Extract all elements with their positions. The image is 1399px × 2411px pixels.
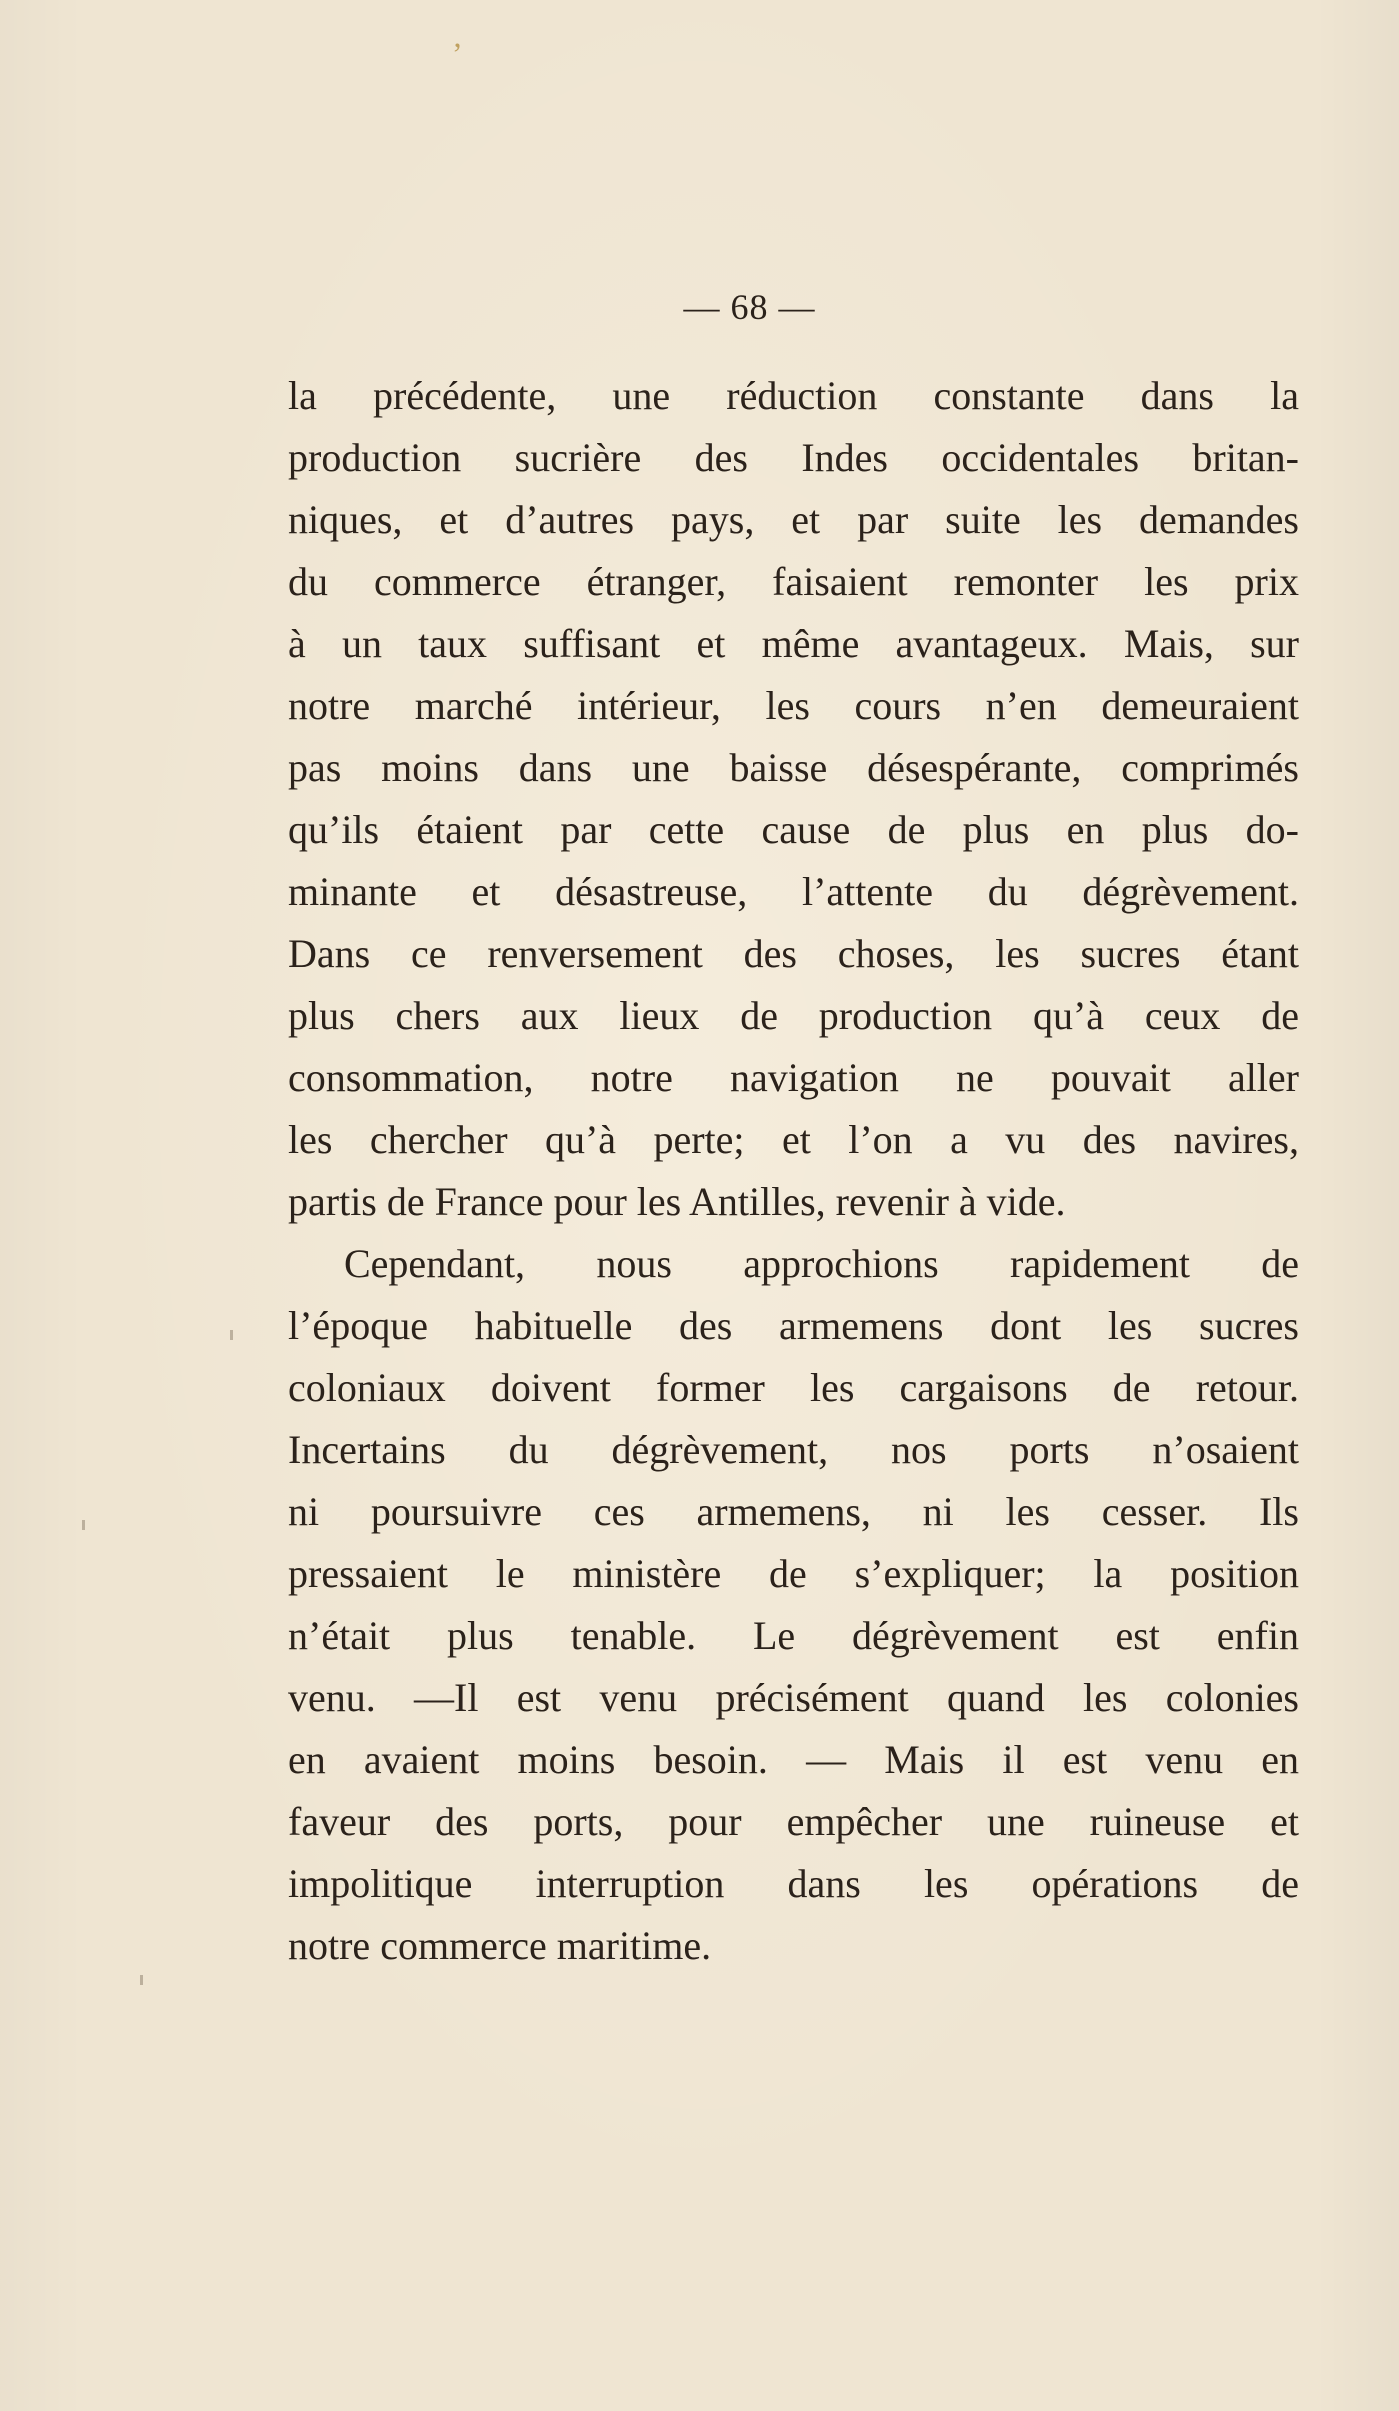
text-line: notre marché intérieur, les cours n’en demeuraient — [288, 683, 1299, 728]
text-line: l’époque habituelle des armemens dont les sucres — [288, 1303, 1299, 1348]
paragraph-2 — [288, 1233, 1299, 1977]
text-line: en avaient moins besoin. — Mais il est venu en — [288, 1737, 1299, 1782]
page-number-heading: — 68 — — [683, 287, 816, 327]
margin-speck — [140, 1975, 143, 1985]
text-line: n’était plus tenable. Le dégrèvement est enfin — [288, 1613, 1299, 1658]
margin-speck — [82, 1520, 85, 1530]
text-line: production sucrière des Indes occidentales britan- — [288, 435, 1299, 480]
text-line: notre commerce maritime. — [288, 1923, 712, 1968]
text-line: les chercher qu’à perte; et l’on a vu des navires, — [288, 1117, 1299, 1162]
ink-mark-decoration: ‚ — [452, 18, 463, 54]
text-line: pas moins dans une baisse désespérante, comprimés — [288, 745, 1299, 790]
paragraph-1 — [288, 365, 1299, 1233]
text-line: minante et désastreuse, l’attente du dégrèvement. — [288, 869, 1299, 914]
text-line: à un taux suffisant et même avantageux. Mais, sur — [288, 621, 1299, 666]
text-line: impolitique interruption dans les opérations de — [288, 1861, 1299, 1906]
text-line: faveur des ports, pour empêcher une ruineuse et — [288, 1799, 1299, 1844]
text-line: la précédente, une réduction constante dans la — [288, 373, 1299, 418]
text-line: venu. —Il est venu précisément quand les colonies — [288, 1675, 1299, 1720]
text-line: Incertains du dégrèvement, nos ports n’osaient — [288, 1427, 1299, 1472]
text-line: plus chers aux lieux de production qu’à ceux de — [288, 993, 1299, 1038]
text-line: niques, et d’autres pays, et par suite les demandes — [288, 497, 1299, 542]
body-text — [288, 365, 1299, 1977]
text-line: qu’ils étaient par cette cause de plus en plus do- — [288, 807, 1299, 852]
text-line: consommation, notre navigation ne pouvait aller — [288, 1055, 1299, 1100]
text-line: Cependant, nous approchions rapidement de — [344, 1241, 1299, 1286]
text-line: partis de France pour les Antilles, revenir à vide. — [288, 1179, 1066, 1224]
text-line: du commerce étranger, faisaient remonter les prix — [288, 559, 1299, 604]
text-line: coloniaux doivent former les cargaisons de retour. — [288, 1365, 1299, 1410]
text-line: ni poursuivre ces armemens, ni les cesser. Ils — [288, 1489, 1299, 1534]
text-line: pressaient le ministère de s’expliquer; la position — [288, 1551, 1299, 1596]
margin-speck — [230, 1330, 233, 1340]
text-line: Dans ce renversement des choses, les sucres étant — [288, 931, 1299, 976]
